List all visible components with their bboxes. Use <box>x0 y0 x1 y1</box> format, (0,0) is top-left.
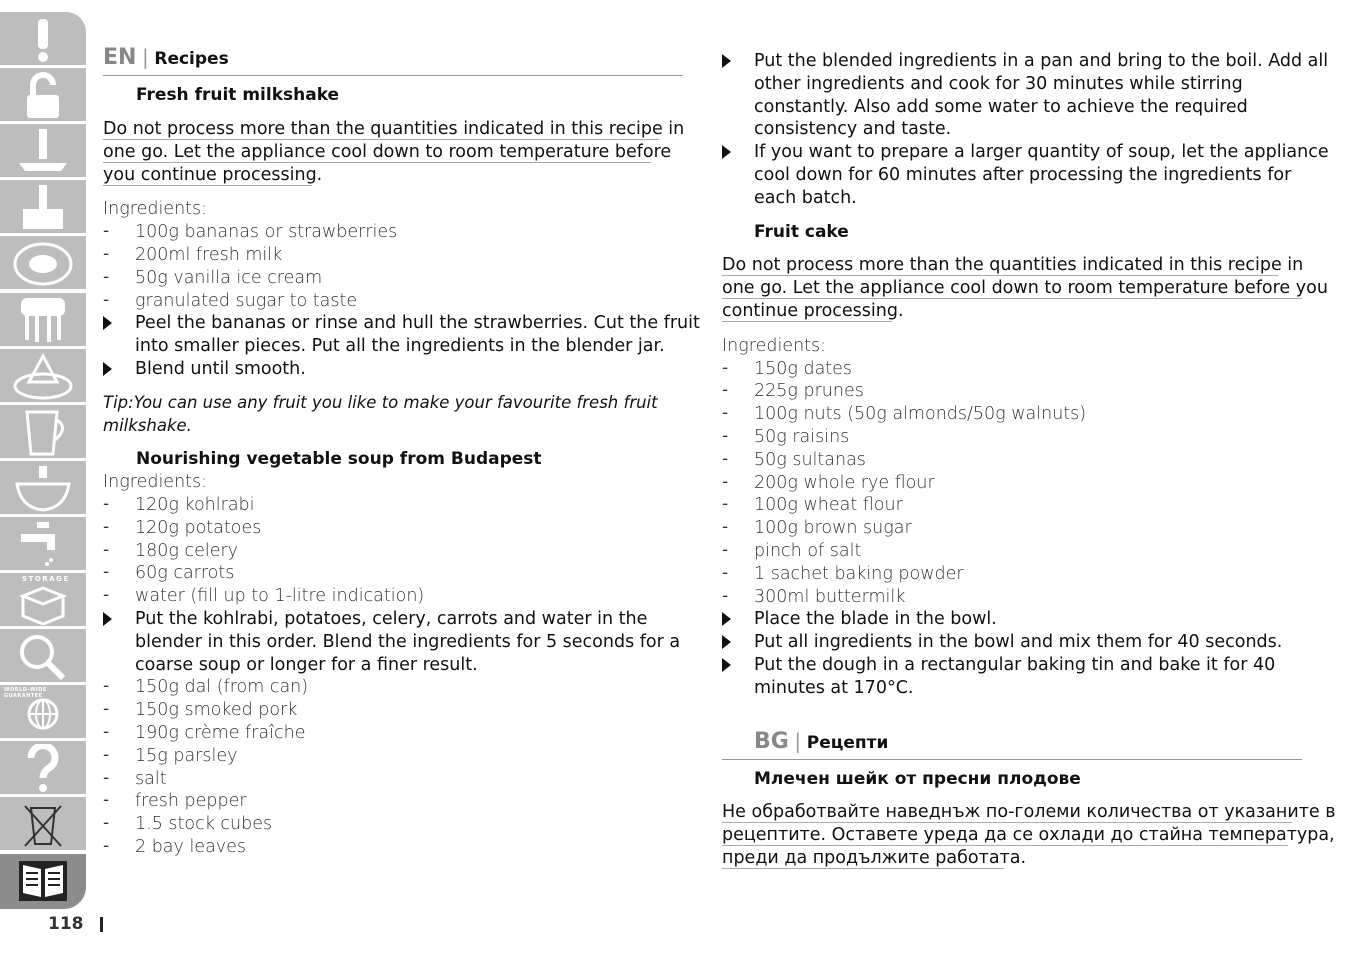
ingredient-item: fresh pepper <box>135 791 247 812</box>
warning-line: one go. Let the appliance cool down to room temperature before <box>103 141 672 162</box>
bullet-icon <box>103 612 112 626</box>
tip-line: milkshake. <box>103 415 192 435</box>
bullet-icon <box>722 658 731 672</box>
guarantee-label: WORLD-WIDE GUARANTEE <box>4 687 47 700</box>
list-dash: - <box>103 494 110 514</box>
sidebar-tab-crossed-bin[interactable] <box>0 797 86 852</box>
list-dash: - <box>103 676 110 697</box>
milkshake-title: Fresh fruit milkshake <box>136 85 340 105</box>
step-line: Place the blade in the bowl. <box>754 609 997 630</box>
language-code: EN <box>103 45 137 70</box>
ingredient-item: 225g prunes <box>754 381 864 402</box>
ingredient-item: 200g whole rye flour <box>754 472 935 493</box>
ingredients-label: Ingredients: <box>103 472 208 493</box>
ingredient-item: pinch of salt <box>754 541 862 561</box>
step-line: constantly. Also add some water to achieve the required <box>754 96 1248 117</box>
list-dash: - <box>103 221 110 242</box>
sidebar-tab-storage[interactable] <box>0 573 86 628</box>
page-number-divider <box>100 917 103 932</box>
sidebar-tab-padlock[interactable] <box>0 68 86 123</box>
step-line: Peel the bananas or rinse and hull the strawberries. Cut the fruit <box>135 313 700 334</box>
list-dash: - <box>103 562 110 583</box>
sidebar-tab-kneading-tool[interactable] <box>0 180 86 235</box>
warning-line: Не обработвайте наведнъж по-големи количества от указаните в <box>722 802 1336 823</box>
list-dash: - <box>722 471 729 492</box>
ingredient-item: granulated sugar to taste <box>135 290 358 311</box>
ingredient-item: water (fill up to 1-litre indication) <box>135 586 425 607</box>
list-dash: - <box>722 540 729 560</box>
ingredient-item: 15g parsley <box>135 745 238 766</box>
sidebar-tab-warning[interactable] <box>0 12 86 67</box>
ingredient-item: 100g brown sugar <box>754 518 912 539</box>
sidebar-tab-recipe-book[interactable] <box>0 854 86 909</box>
ingredient-item: 50g sultanas <box>754 449 866 470</box>
bullet-icon <box>722 635 731 649</box>
list-dash: - <box>722 517 729 538</box>
ingredient-item: 300ml buttermilk <box>754 586 906 607</box>
warning-line: continue processing. <box>722 301 904 321</box>
warning-underline <box>722 321 892 322</box>
list-dash: - <box>103 722 110 742</box>
ingredient-item: 50g vanilla ice cream <box>135 267 323 288</box>
list-dash: - <box>103 289 110 310</box>
ingredient-item: 100g bananas or strawberries <box>135 222 398 243</box>
fruit-cake-title: Fruit cake <box>754 221 849 242</box>
step-line: Put all ingredients in the bowl and mix them for 40 seconds. <box>754 632 1283 653</box>
sidebar-tab-question[interactable] <box>0 741 86 796</box>
list-dash: - <box>722 448 729 469</box>
tip-line: Tip:You can use any fruit you like to make your favourite fresh fruit <box>103 392 658 412</box>
list-dash: - <box>103 767 110 788</box>
warning-line: one go. Let the appliance cool down to room temperature before you <box>722 278 1328 299</box>
list-dash: - <box>722 426 729 446</box>
step-line: minutes at 170°C. <box>754 677 914 698</box>
ingredient-item: 150g dates <box>754 358 853 379</box>
ingredient-item: 150g dal (from can) <box>135 677 309 698</box>
ingredient-item: 100g wheat flour <box>754 495 903 516</box>
ingredients-label: Ingredients: <box>722 335 827 356</box>
ingredients-label: Ingredients: <box>103 199 208 220</box>
sidebar-tab-jug[interactable] <box>0 405 86 460</box>
ingredient-item: 150g smoked pork <box>135 700 298 721</box>
sidebar-tab-bowl[interactable] <box>0 461 86 516</box>
sidebar-tab-citrus-press[interactable] <box>0 349 86 404</box>
sidebar-tab-disc[interactable] <box>0 236 86 291</box>
warning-line: преди да продължите работата. <box>722 848 1027 868</box>
list-dash: - <box>103 266 110 287</box>
ingredient-item: 190g crème fraîche <box>135 723 306 743</box>
step-line: coarse soup or longer for a finer result. <box>135 654 478 675</box>
list-dash: - <box>722 403 729 424</box>
sidebar-tab-magnifier[interactable] <box>0 629 86 684</box>
step-line: into smaller pieces. Put all the ingredients in the blender jar. <box>135 336 665 357</box>
page-number: 118 <box>48 914 84 934</box>
sidebar-tab-tap[interactable] <box>0 517 86 572</box>
list-dash: - <box>722 380 729 401</box>
header-rule <box>103 75 683 76</box>
step-line: Put the kohlrabi, potatoes, celery, carrots and water in the <box>135 609 648 629</box>
step-line: Put the blended ingredients in a pan and bring to the boil. Add all <box>754 51 1329 71</box>
ingredient-item: 120g potatoes <box>135 517 262 538</box>
sidebar-tab-blade[interactable] <box>0 124 86 179</box>
ingredient-item: 200ml fresh milk <box>135 245 283 265</box>
sidebar-tab-whisk[interactable] <box>0 293 86 348</box>
list-dash: - <box>103 790 110 811</box>
section-title: Recipes <box>154 49 229 69</box>
list-dash: - <box>103 585 110 606</box>
ingredient-item: salt <box>135 768 167 789</box>
warning-line: Do not process more than the quantities indicated in this recipe in <box>103 119 685 139</box>
bullet-icon <box>722 54 731 68</box>
bullet-icon <box>103 362 112 376</box>
step-line: If you want to prepare a larger quantity of soup, let the appliance <box>754 142 1329 163</box>
language-code: BG <box>754 728 789 754</box>
list-dash: - <box>722 494 729 515</box>
ingredient-item: 120g kohlrabi <box>135 495 255 515</box>
warning-underline <box>722 868 1004 869</box>
ingredient-item: 180g celery <box>135 540 239 561</box>
sidebar <box>0 12 86 909</box>
ingredient-item: 1 sachet baking powder <box>754 563 964 584</box>
step-line: Blend until smooth. <box>135 359 306 379</box>
section-header-en <box>103 46 229 70</box>
step-line: consistency and taste. <box>754 119 952 140</box>
ingredient-item: 100g nuts (50g almonds/50g walnuts) <box>754 404 1087 425</box>
list-dash: - <box>103 836 110 856</box>
warning-line: you continue processing. <box>103 164 323 185</box>
list-dash: - <box>103 813 110 834</box>
ingredient-item: 1.5 stock cubes <box>135 814 273 835</box>
list-dash: - <box>103 539 110 560</box>
step-line: each batch. <box>754 187 857 208</box>
warning-line: рецептите. Оставете уреда да се охлади до стайна температура, <box>722 825 1335 846</box>
bg-milkshake-title: Млечен шейк от пресни плодове <box>754 768 1081 789</box>
step-line: cool down for 60 minutes after processing the ingredients for <box>754 165 1292 185</box>
ingredient-item: 50g raisins <box>754 427 850 447</box>
header-rule <box>722 759 1302 760</box>
section-header-bg <box>754 730 888 754</box>
list-dash: - <box>103 699 110 720</box>
list-dash: - <box>722 585 729 606</box>
list-dash: - <box>722 562 729 583</box>
sidebar-tab-globe[interactable] <box>0 685 86 740</box>
list-dash: - <box>103 244 110 264</box>
warning-underline <box>103 185 312 186</box>
section-title: Рецепти <box>806 732 889 753</box>
warning-line: Do not process more than the quantities indicated in this recipe in <box>722 255 1304 276</box>
list-dash: - <box>103 744 110 765</box>
list-dash: - <box>722 357 729 378</box>
list-dash: - <box>103 516 110 537</box>
bullet-icon <box>722 612 731 626</box>
soup-title: Nourishing vegetable soup from Budapest <box>136 449 542 470</box>
ingredient-item: 2 bay leaves <box>135 837 247 857</box>
ingredient-item: 60g carrots <box>135 563 235 584</box>
header-separator: | <box>794 728 802 753</box>
bullet-icon <box>722 145 731 159</box>
step-line: blender in this order. Blend the ingredients for 5 seconds for a <box>135 631 681 652</box>
bullet-icon <box>103 316 112 330</box>
header-separator: | <box>142 45 149 69</box>
step-line: other ingredients and cook for 30 minutes while stirring <box>754 73 1243 94</box>
step-line: Put the dough in a rectangular baking tin and bake it for 40 <box>754 655 1276 675</box>
storage-label: STORAGE <box>22 575 70 583</box>
